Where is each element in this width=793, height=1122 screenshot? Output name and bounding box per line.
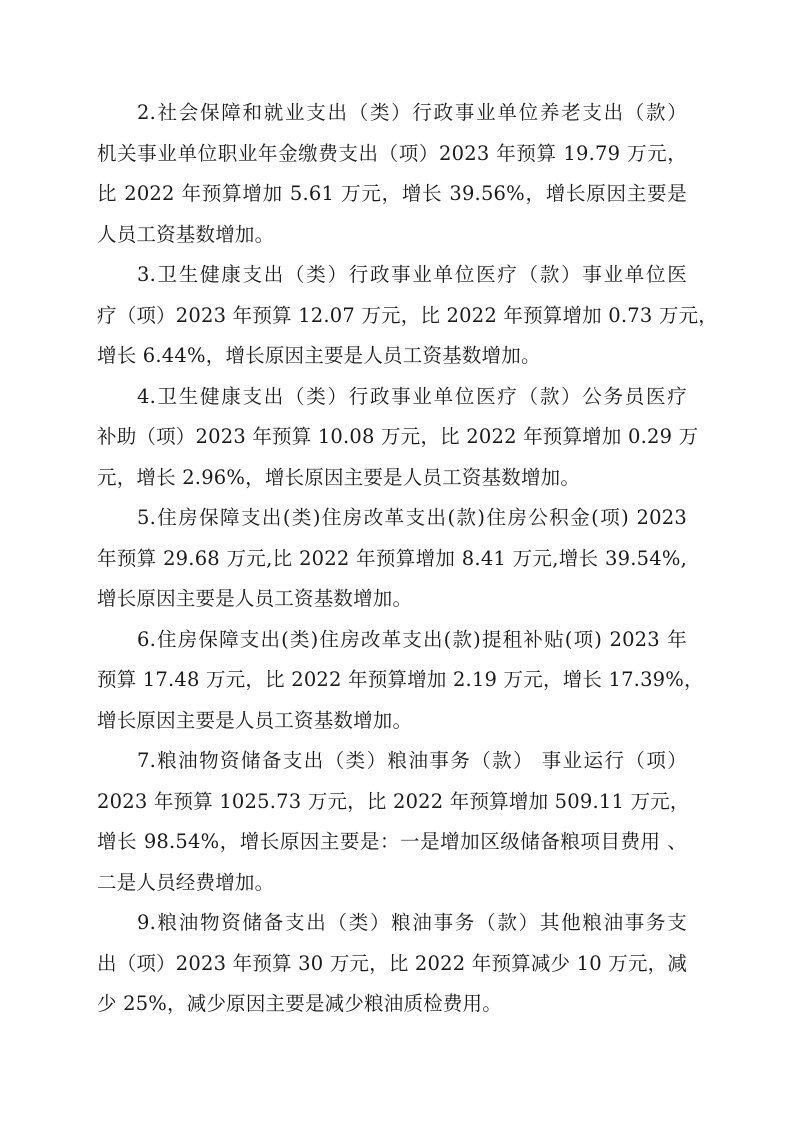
paragraph-line: 年预算 29.68 万元,比 2022 年预算增加 8.41 万元,增长 39.54%, (97, 546, 687, 570)
paragraph-line: 2023 年预算 1025.73 万元，比 2022 年预算增加 509.11 万元， (97, 789, 690, 813)
paragraph-line: 增长 6.44%，增长原因主要是人员工资基数增加。 (97, 344, 541, 367)
paragraph-item-2 (97, 93, 687, 255)
paragraph-line: 6.住房保障支出(类)住房改革支出(款)提租补贴(项) 2023 年 (137, 627, 687, 651)
paragraph-line: 人员工资基数增加。 (97, 222, 275, 246)
paragraph-line: 机关事业单位职业年金缴费支出（项）2023 年预算 19.79 万元， (97, 141, 687, 165)
paragraph-line: 元，增长 2.96%，增长原因主要是人员工资基数增加。 (97, 465, 581, 489)
paragraph-line: 二是人员经费增加。 (97, 870, 275, 894)
paragraph-line: 补助（项）2023 年预算 10.08 万元，比 2022 年预算增加 0.29 万 (97, 425, 699, 448)
paragraph-line: 2.社会保障和就业支出（类）行政事业单位养老支出（款） (137, 101, 687, 124)
paragraph-item-3 (97, 255, 718, 377)
paragraph-item-9 (97, 903, 687, 1025)
paragraph-item-5 (97, 498, 687, 620)
paragraph-line: 3.卫生健康支出（类）行政事业单位医疗（款）事业单位医 (137, 263, 687, 286)
paragraph-line: 少 25%，减少原因主要是减少粮油质检费用。 (97, 992, 502, 1015)
paragraph-line: 4.卫生健康支出（类）行政事业单位医疗（款）公务员医疗 (137, 384, 687, 408)
document-body (97, 93, 718, 1025)
paragraph-item-6 (97, 620, 704, 742)
paragraph-line: 增长 98.54%，增长原因主要是：一是增加区级储备粮项目费用 、 (97, 830, 687, 853)
paragraph-line: 增长原因主要是人员工资基数增加。 (97, 708, 413, 732)
paragraph-line: 9.粮油物资储备支出（类）粮油事务（款）其他粮油事务支 (137, 911, 687, 934)
paragraph-line: 预算 17.48 万元，比 2022 年预算增加 2.19 万元，增长 17.39%， (97, 668, 704, 691)
paragraph-line: 增长原因主要是人员工资基数增加。 (97, 587, 413, 610)
paragraph-line: 7.粮油物资储备支出（类）粮油事务（款） 事业运行（项） (137, 749, 687, 772)
paragraph-line: 5.住房保障支出(类)住房改革支出(款)住房公积金(项) 2023 (137, 506, 687, 529)
paragraph-item-7 (97, 741, 690, 903)
paragraph-line: 比 2022 年预算增加 5.61 万元，增长 39.56%，增长原因主要是 (97, 182, 687, 205)
paragraph-line: 出（项）2023 年预算 30 万元，比 2022 年预算减少 10 万元，减 (97, 951, 688, 975)
paragraph-line: 疗（项）2023 年预算 12.07 万元，比 2022 年预算增加 0.73 万元， (97, 303, 718, 327)
paragraph-item-4 (97, 377, 699, 499)
